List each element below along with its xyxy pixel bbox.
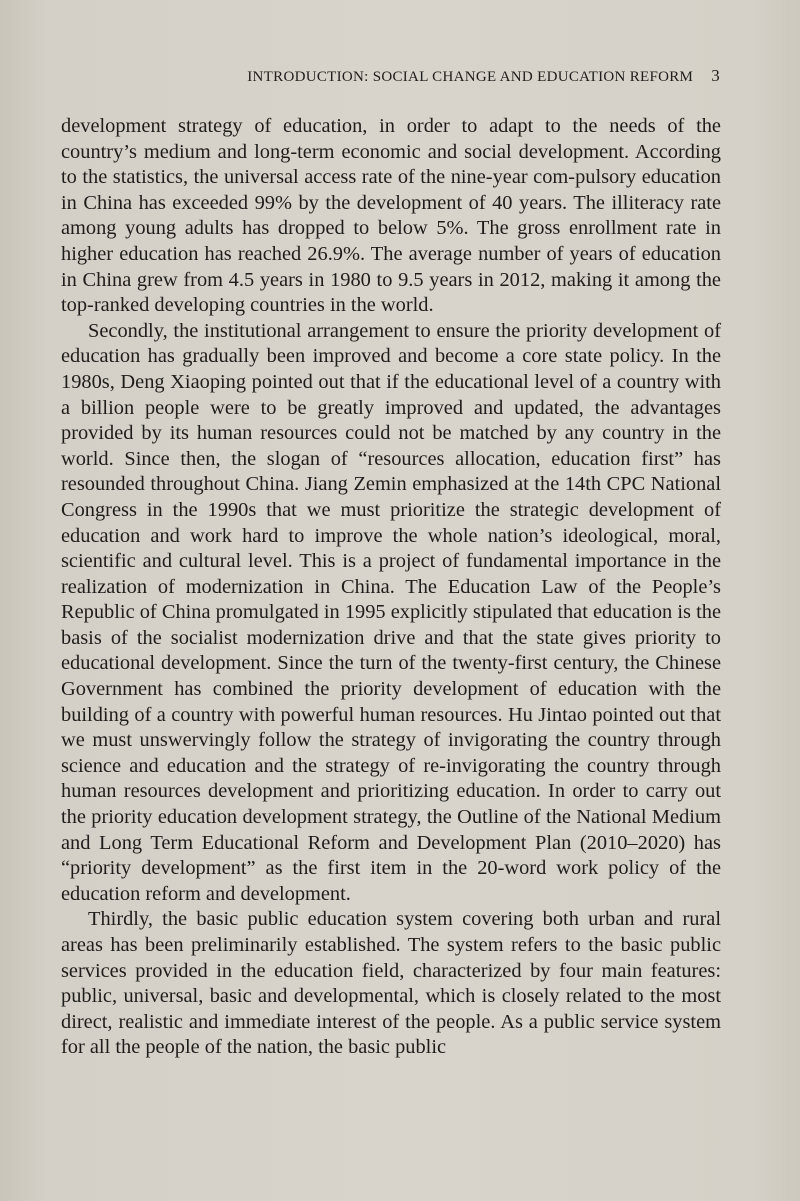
running-head (200, 66, 720, 88)
body-text (61, 114, 721, 1061)
page-number: 3 (711, 66, 720, 85)
paragraph-3: Thirdly, the basic public education system covering both urban and rural areas has been preliminarily established. The system refers to the basic public services provided in the education field, characterized by four main features: public, universal, basic and developmental, which is closely related to the most direct, realistic and immediate interest of the people. As a public service system for all the people of the nation, the basic public (61, 908, 721, 1059)
running-title: INTRODUCTION: SOCIAL CHANGE AND EDUCATION REFORM (247, 69, 694, 85)
paragraph-1: development strategy of education, in order to adapt to the needs of the country’s medium and long-term economic and social development. According to the statistics, the universal access rate of the nine-year com-pulsory education in China has exceeded 99% by the development of 40 years. The illiteracy rate among young adults has dropped to below 5%. The gross enrollment rate in higher education has reached 26.9%. The average number of years of education in China grew from 4.5 years in 1980 to 9.5 years in 2012, making it among the top-ranked developing countries in the world. (61, 115, 721, 317)
paragraph-2: Secondly, the institutional arrangement to ensure the priority development of education has gradually been improved and become a core state policy. In the 1980s, Deng Xiaoping pointed out that if the educational level of a country with a billion people were to be greatly improved and updated, the advantages provided by its human resources could not be matched by any country in the world. Since then, the slogan of “resources allocation, education first” has resounded throughout China. Jiang Zemin emphasized at the 14th CPC National Congress in the 1990s that we must prioritize the strategic development of education and work hard to improve the whole nation’s ideological, moral, scientific and cultural level. This is a project of fundamental importance in the realization of modernization in China. The Education Law of the People’s Republic of China promulgated in 1995 explicitly stipulated that education is the basis of the socialist modernization drive and that the state gives priority to educational development. Since the turn of the twenty-first century, the Chinese Government has combined the priority development of education with the building of a country with powerful human resources. Hu Jintao pointed out that we must unswervingly follow the strategy of invigorating the country through science and education and the strategy of re-invigorating the country through human resources development and prioritizing education. In order to carry out the priority education development strategy, the Outline of the National Medium and Long Term Educational Reform and Development Plan (2010–2020) has “priority development” as the first item in the 20-word work policy of the education reform and development. (61, 319, 721, 905)
